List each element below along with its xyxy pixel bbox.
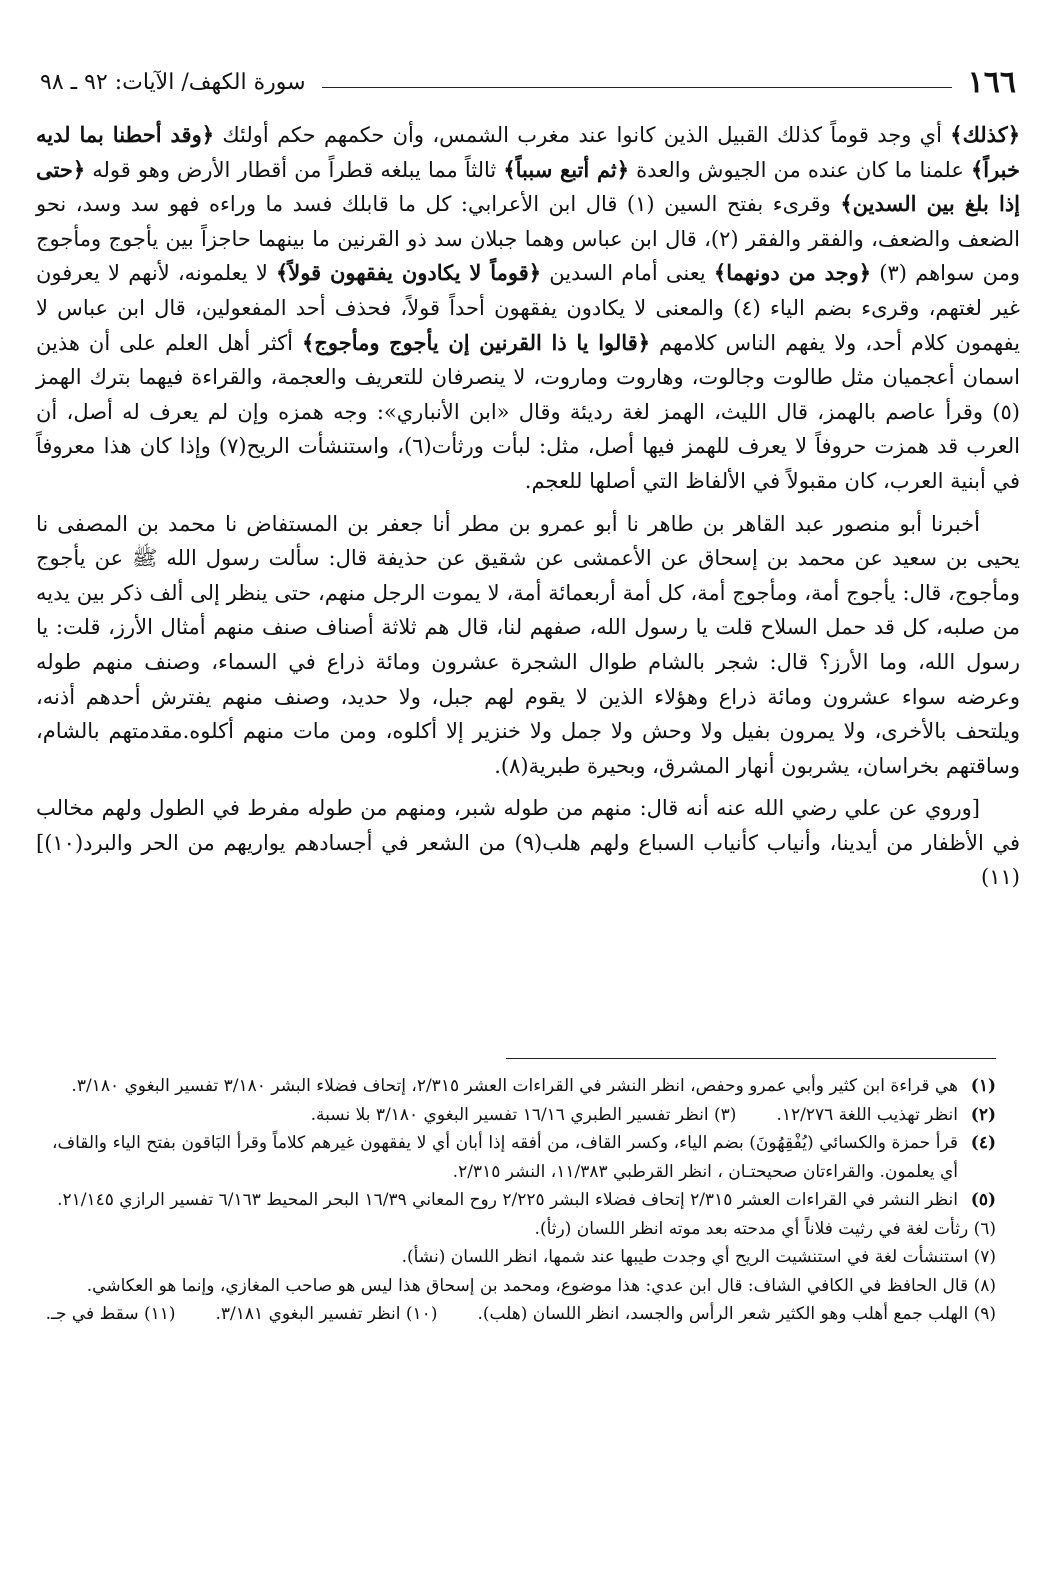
commentary-text: يعنى أمام السدين [541,261,714,286]
footnote-9-11 [45,1300,996,1329]
footnote-number: (٢) [970,1104,996,1125]
quran-quote: ﴿كذلك﴾ [950,122,1020,147]
footnote-text: (٣) انظر تفسير الطبري ١٦/١٦ تفسير البغوي ٣/١٨٠ بلا نسبة. [310,1104,737,1125]
footnotes [45,1072,996,1329]
footnote-text: انظر النشر في القراءات العشر ٢/٣١٥ إتحاف فضلاء البشر ٢/٢٢٥ روح المعاني ١٦/٣٩ البحر المحيط ٦/١٦٣ تفسير الرازي ٢١/١٤٥. [57,1190,958,1210]
footnote-text: انظر تهذيب اللغة ١٢/٢٧٦. [776,1104,958,1125]
footnote-text: هي قراءة ابن كثير وأبي عمرو وحفص، انظر النشر في القراءات العشر ٢/٣١٥، إتحاف فضلاء البشر ٣/١٨٠ تفسير البغوي ٣/١٨٠. [71,1076,958,1096]
commentary-text: ثالثاً مما يبلغه قطراً من أقطار الأرض وهو قوله [85,157,504,182]
footnote-7 [52,1243,996,1272]
footnote-separator [506,1058,996,1059]
footnote-6 [52,1215,996,1244]
commentary-text: وقرىء بفتح السين (١) قال ابن الأعرابي: كل ما قابلك فسد ما وراءه فهو سد وسد، نحو الضعف والضعف، والفقر والفقر (٢)، قال ابن عباس وهما جبلان سد ذو القرنين ما بينهما حاجزاً بين يأجوج ومأجوج ومن سواهم (٣) [36,192,1020,286]
footnote-pair [52,1101,958,1130]
paragraph-hadith: أخبرنا أبو منصور عبد القاهر بن طاهر نا أبو عمرو بن مطر أنا جعفر بن المستفاض نا محمد بن المصفى نا يحيى بن سعيد عن محمد بن إسحاق عن الأعمشى عن شقيق عن حذيفة قال: سألت رسول الله ﷺ عن يأجوج ومأجوج، قال: يأجوج أمة، ومأجوج أمة، كل أمة أربعمائة أمة، لا يموت الرجل منهم، حتى ينظر إلى ألف ذكر بين يديه من صلبه، كل قد حمل السلاح قلت يا رسول الله، صفهم لنا، قال هم ثلاثة أصناف صنف منهم أمثال الأرز، قلت: يا رسول الله، وما الأرز؟ قال: شجر بالشام طوال الشجرة عشرون ومائة ذراع في السماء، وصنف منهم طوله وعرضه سواء عشرون ومائة ذراع وهؤلاء الذين لا يقوم لهم جبل، ولا حديد، وصنف منهم يفترش أحدهم أذنه، ويلتحف بالأخرى، ولا يمرون بفيل ولا وحش ولا جمل ولا خنزير إلا أكلوه، ومن مات منهم أكلوه.مقدمتهم بالشام، وساقتهم بخراسان، يشربون أنهار المشرق، وبحيرة طبرية(٨). [36,511,1020,778]
footnote-text: (٧) استنشأت لغة في استنشيت الريح أي وجدت طيبها عند شمها، انظر اللسان (نشأ). [401,1247,996,1267]
commentary-text: أكثر أهل العلم على أن هذين اسمان أعجميان مثل طالوت وجالوت، وهاروت وماروت، لا ينصرفان للتعريف والعجمة، والقراءة فيهما بترك الهمز (٥) وقرأ عاصم بالهمز، قال الليث، الهمز لغة رديئة وقال «ابن الأنباري»: وجه همزه وإن لم يعرف له أصل، أن العرب قد همزت حروفاً لا يعرف للهمز فيها أصل، مثل: لبأت ورثأت(٦)، واستنشأت الريح(٧) وإذا كان هذا معروفاً في أبنية العرب، كان مقبولاً في الألفاظ التي أصلها للعجم. [36,330,1020,493]
quran-quote: ﴿قوماً لا يكادون يفقهون قولاً﴾ [276,260,542,286]
footnote-5 [52,1186,996,1215]
footnote-8 [52,1272,996,1301]
paragraph-commentary [36,118,1020,499]
page-number: ١٦٦ [967,64,1016,100]
running-title: سورة الكهف/ الآيات: ٩٢ ـ ٩٨ [40,69,306,95]
commentary-text: لا يعلمونه، لأنهم لا يعرفون غير لغتهم، وقرىء بضم الياء (٤) والمعنى لا يكادون يفقهون أحداً قولاً، فحذف أحد المفعولين، قال ابن عباس لا يفهمون كلام أحد، ولا يفهم الناس كلامهم [36,261,1021,355]
header-rule [322,77,952,88]
quran-quote: ﴿وجد من دونهما﴾ [713,260,872,286]
quran-quote: ﴿وقد أحطنا بما لديه خبراً﴾ [36,122,1020,182]
footnote-1 [52,1072,996,1101]
paragraph-narration: [وروي عن علي رضي الله عنه أنه قال: منهم من طوله شبر، ومنهم من طوله مفرط في الطول ولهم مخالب في الأظفار من أيدينا، وأنياب كأنياب السباع ولهم هلب(٩) من الشعر في أجسادهم يواريهم من الحر والبرد(١٠)](١١) [36,796,1020,890]
footnote-text: (٩) الهلب جمع أهلب وهو الكثير شعر الرأس والجسد، انظر اللسان (هلب). [477,1304,996,1324]
footnote-4 [52,1129,996,1186]
footnote-text: (١٠) انظر تفسير البغوي ٣/١٨١. [215,1304,438,1324]
footnote-number: (٤) [970,1133,996,1153]
quran-quote: ﴿حتى إذا بلغ بين السدين﴾ [36,156,1021,217]
footnote-number: (١) [970,1076,996,1096]
quran-quote: ﴿ثم أتبع سبباً﴾ [503,156,630,182]
footnote-text: (١١) سقط في جـ. [45,1304,176,1324]
footnote-text: (٦) رثأت لغة في رثيت فلاناً أي مدحته بعد موته انظر اللسان (رثأ). [534,1218,996,1239]
footnote-text: (٨) قال الحافظ في الكافي الشاف: قال ابن عدي: هذا موضوع، ومحمد بن إسحاق هذا ليس هو صاحب المغازي، وإنما هو العكاشي. [86,1275,996,1296]
footnote-number: (٥) [970,1190,996,1210]
commentary-text: علمنا ما كان عنده من الجيوش والعدة [629,157,971,182]
footnote-2-3 [52,1101,996,1130]
main-text [36,118,1020,895]
quran-quote: ﴿قالوا يا ذا القرنين إن يأجوج ومأجوج﴾ [302,329,651,355]
page-header [40,62,1016,102]
commentary-text: أي وجد قوماً كذلك القبيل الذين كانوا عند مغرب الشمس، وأن حكمهم حكم أولئك [214,123,951,147]
footnote-text: قرأ حمزة والكسائي (يُفْقِهُونَ) بضم الياء، وكسر القاف، من أفقه إذا أبان أي لا يفقهون غيرهم كلاماً وقرأ البَاقون بفتح الياء والقاف، أي يعلمون. والقراءتان صحيحتـان ، انظر القرطبي ١١/٣٨٣، النشر ٢/٣١٥. [52,1133,958,1182]
